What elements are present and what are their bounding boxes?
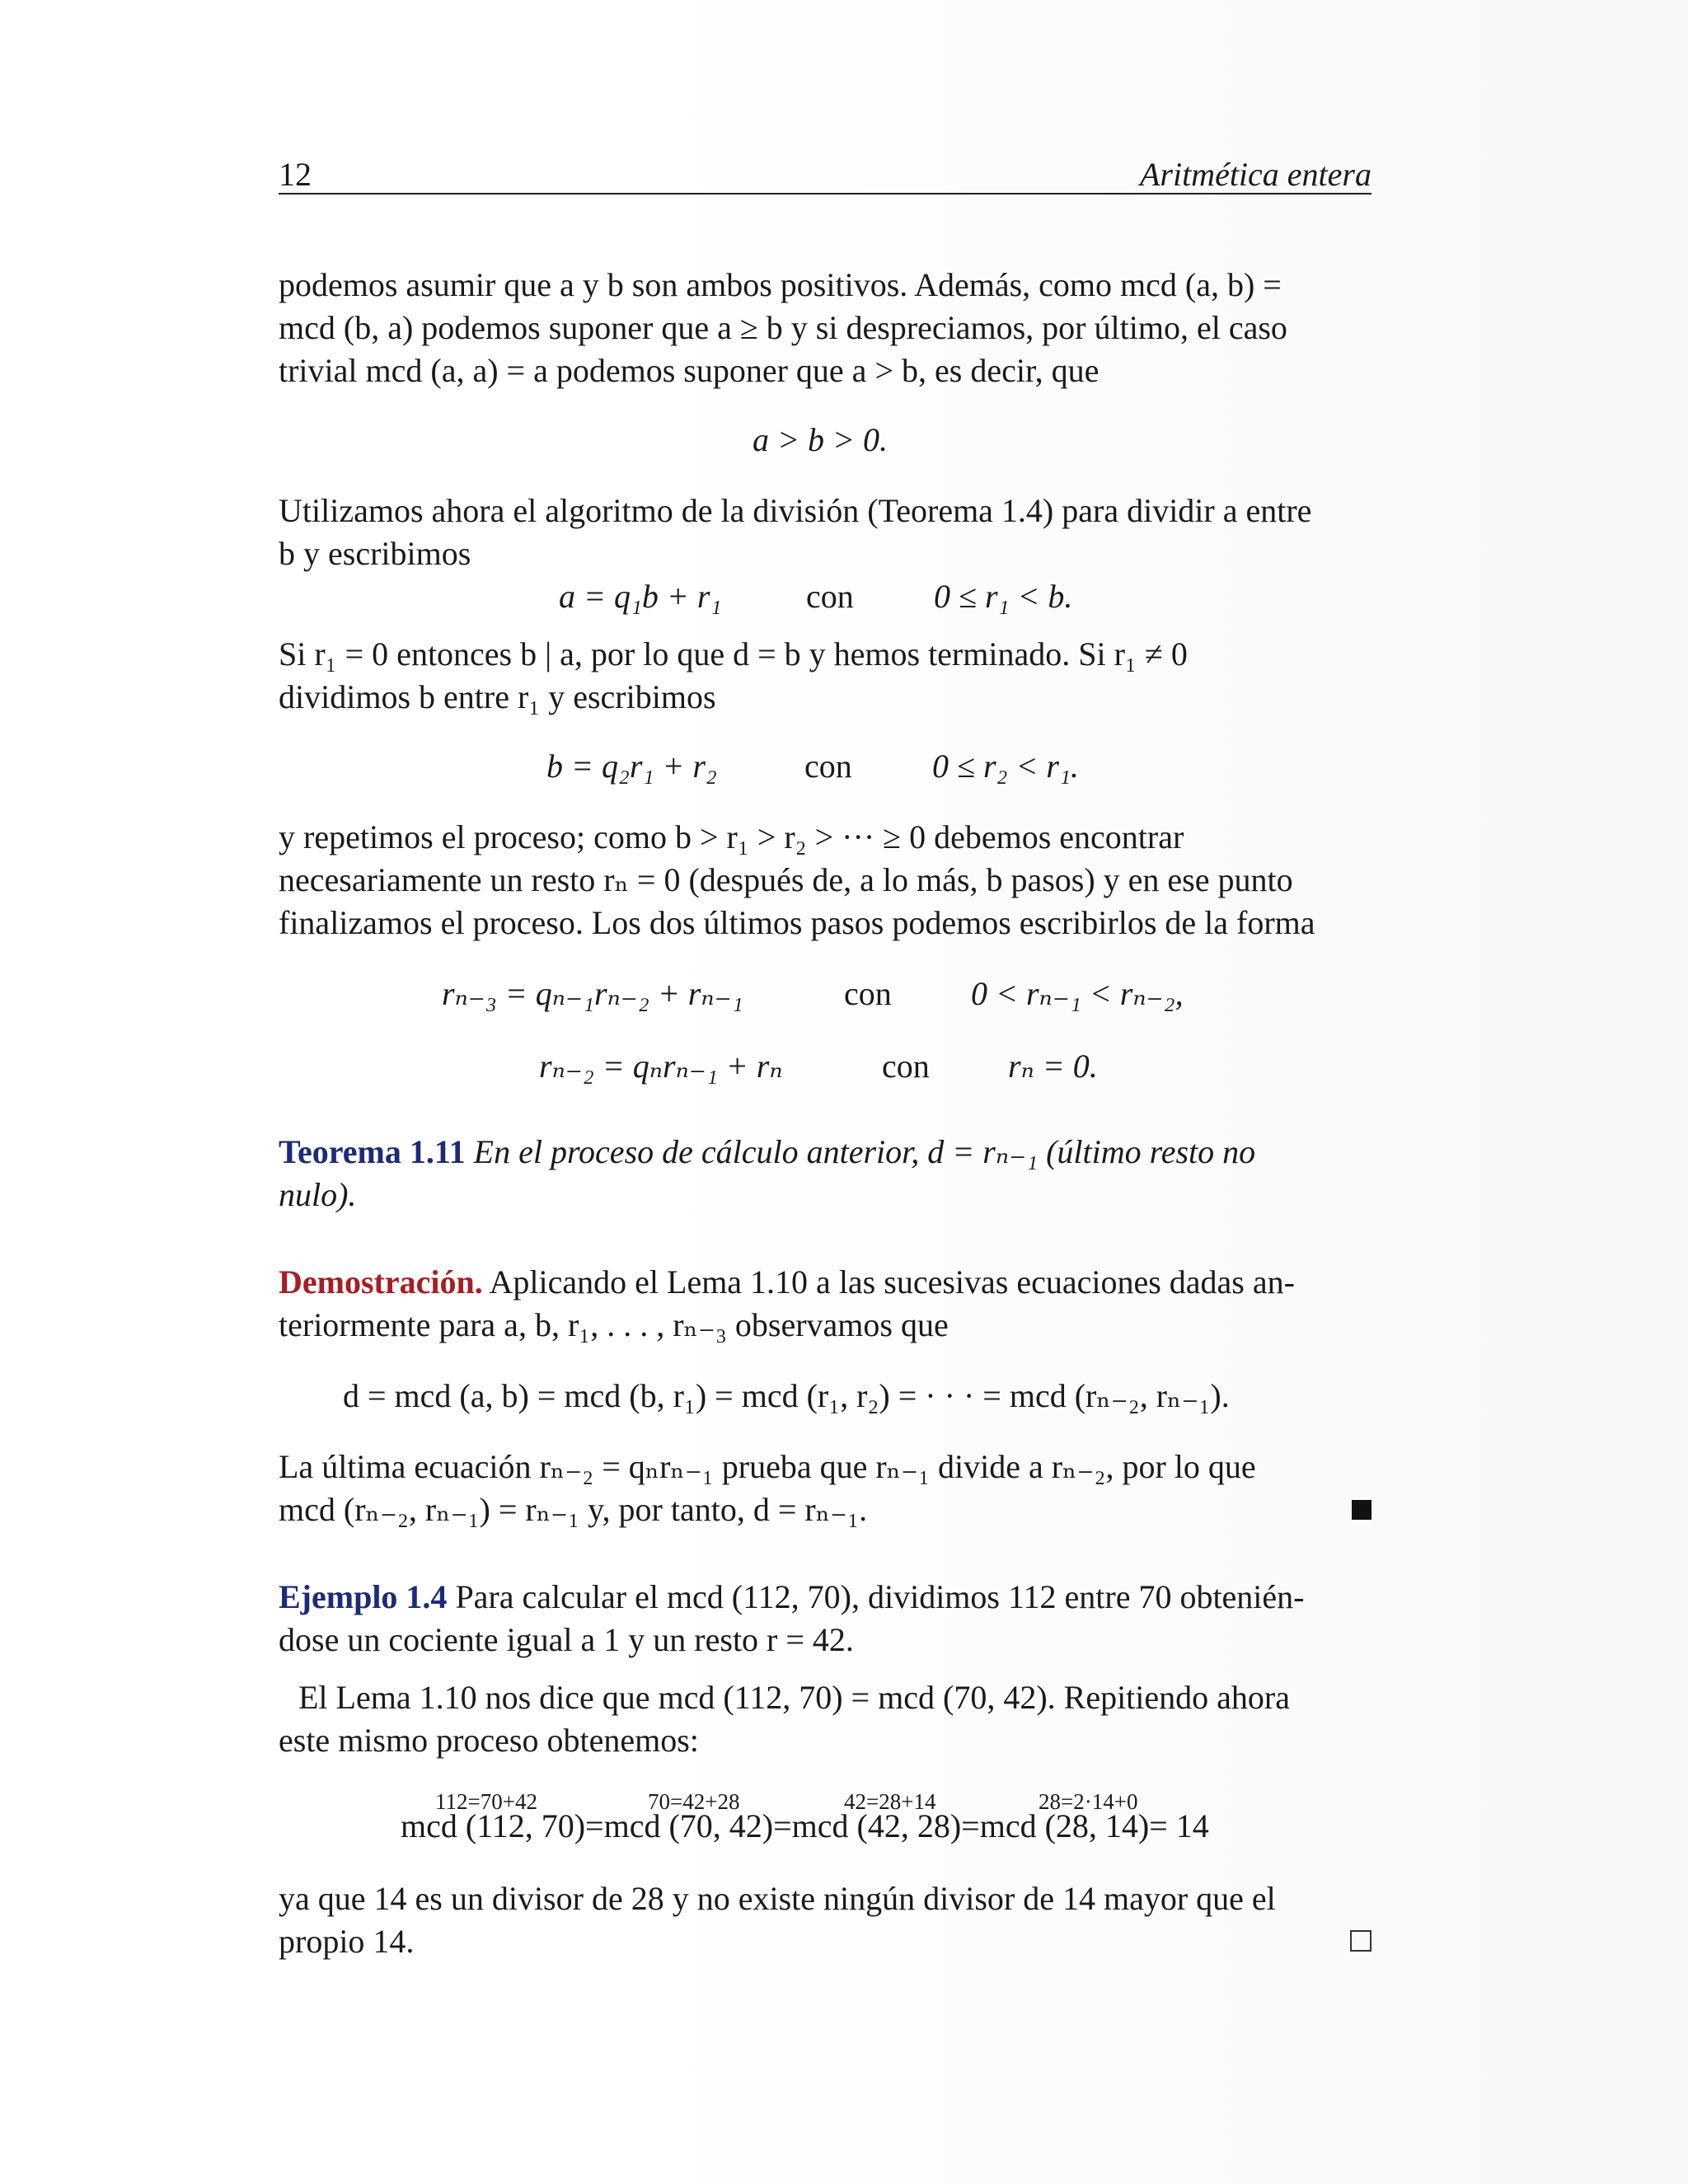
proof-label: Demostración. [279,1263,483,1301]
text-line: dividimos b entre r₁ y escribimos [279,678,716,715]
equation-lhs: b = q₂r₁ + r₂ [546,748,717,785]
example-text: Para calcular el mcd (112, 70), dividimos 112 entre 70 obtenién- [455,1578,1305,1615]
annotation: 42=28+14 [844,1789,936,1814]
text-line: El Lema 1.10 nos dice que mcd (112, 70) = mcd (70, 42). Repitiendo ahora [298,1679,1290,1716]
text-line: propio 14. [279,1923,415,1960]
annotation: 70=42+28 [648,1789,740,1814]
theorem-line [279,1131,1255,1174]
equation-rhs: 0 ≤ r₁ < b. [934,578,1073,615]
text-line: mcd (rₙ₋₂, rₙ₋₁) = rₙ₋₁ y, por tanto, d = rₙ₋₁. [279,1491,868,1528]
text-line: dose un cociente igual a 1 y un resto r = 42. [279,1621,854,1658]
text-line: Utilizamos ahora el algoritmo de la división (Teorema 1.4) para dividir a entre [279,492,1312,529]
text-line: ya que 14 es un divisor de 28 y no existe ningún divisor de 14 mayor que el [279,1880,1276,1917]
equation-con: con [844,975,892,1012]
theorem-text: En el proceso de cálculo anterior, d = rₙ₋₁ (último resto no [473,1133,1256,1170]
proof-line [279,1261,1295,1304]
example-line [279,1576,1305,1619]
proof-text: Aplicando el Lema 1.10 a las sucesivas ecuaciones dadas an- [489,1263,1295,1301]
text-line: y repetimos el proceso; como b > r₁ > r₂ > ··· ≥ 0 debemos encontrar [279,818,1184,855]
annotation: 28=2·14+0 [1039,1789,1138,1814]
equation-con: con [806,578,854,615]
text-line: necesariamente un resto rₙ = 0 (después de, a lo más, b pasos) y en ese punto [279,861,1293,898]
example-label: Ejemplo 1.4 [279,1578,448,1615]
equation-lhs: rₙ₋₃ = qₙ₋₁rₙ₋₂ + rₙ₋₁ [442,975,743,1012]
text-line: finalizamos el proceso. Los dos últimos pasos podemos escribirlos de la forma [279,904,1315,941]
qed-empty-square [1350,1930,1372,1952]
display-equation: a > b > 0. [753,421,888,458]
annotation: 112=70+42 [435,1789,537,1814]
equation-rhs: rₙ = 0. [1008,1047,1098,1085]
text-line: b y escribimos [279,535,471,572]
text-line: este mismo proceso obtenemos: [279,1722,699,1759]
equation-rhs: 0 ≤ r₂ < r₁. [932,748,1079,785]
display-equation: mcd (112, 70)=mcd (70, 42)=mcd (42, 28)=mcd (28, 14)= 14 [401,1807,1209,1844]
qed-filled-square [1352,1500,1372,1520]
text-line: podemos asumir que a y b son ambos positivos. Además, como mcd (a, b) = [279,266,1282,303]
equation-con: con [882,1047,930,1085]
page-number: 12 [279,156,312,193]
text-line: mcd (b, a) podemos suponer que a ≥ b y si despreciamos, por último, el caso [279,309,1287,346]
text-line: trivial mcd (a, a) = a podemos suponer que a > b, es decir, que [279,352,1100,389]
equation-rhs: 0 < rₙ₋₁ < rₙ₋₂, [971,975,1184,1012]
equation-lhs: a = q₁b + r₁ [559,578,722,615]
text-line: La última ecuación rₙ₋₂ = qₙrₙ₋₁ prueba que rₙ₋₁ divide a rₙ₋₂, por lo que [279,1448,1256,1485]
running-title: Aritmética entera [1139,156,1372,193]
theorem-label: Teorema 1.11 [279,1133,466,1170]
text-line: Si r₁ = 0 entonces b | a, por lo que d = b y hemos terminado. Si r₁ ≠ 0 [279,635,1188,673]
page-header [279,155,1372,194]
text-line: teriormente para a, b, r₁, . . . , rₙ₋₃ observamos que [279,1306,949,1343]
theorem-text: nulo). [279,1176,357,1213]
equation-lhs: rₙ₋₂ = qₙrₙ₋₁ + rₙ [539,1047,783,1085]
equation-con: con [804,748,852,785]
display-equation: d = mcd (a, b) = mcd (b, r₁) = mcd (r₁, r₂) = · · · = mcd (rₙ₋₂, rₙ₋₁). [343,1377,1230,1414]
